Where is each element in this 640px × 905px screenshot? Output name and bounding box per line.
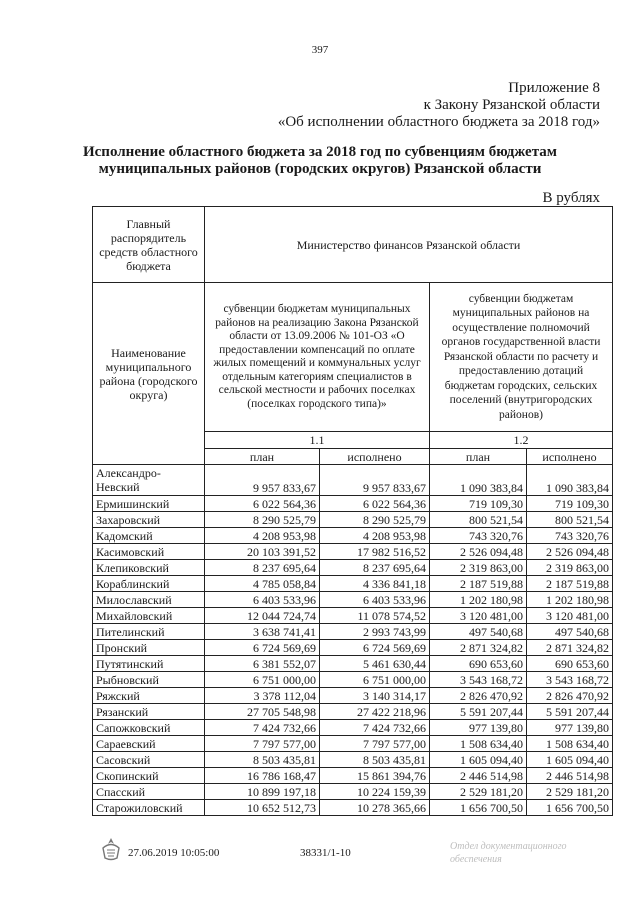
table-row — [93, 768, 613, 784]
document-title-line-2: муниципальных районов (городских округов) Рязанской области — [98, 161, 542, 177]
district-name: Михайловский — [93, 608, 205, 624]
col1-done-value: 8 290 525,79 — [320, 512, 430, 528]
col2-done-value: 2 446 514,98 — [527, 768, 613, 784]
district-name: Касимовский — [93, 544, 205, 560]
col1-done-value: 10 224 159,39 — [320, 784, 430, 800]
district-name: Захаровский — [93, 512, 205, 528]
col1-plan-value: 16 786 168,47 — [205, 768, 320, 784]
col1-plan-value: 27 705 548,98 — [205, 704, 320, 720]
district-name: Ермишинский — [93, 496, 205, 512]
col1-plan-value: 6 751 000,00 — [205, 672, 320, 688]
table-row — [93, 544, 613, 560]
table-row — [93, 512, 613, 528]
table-row — [93, 784, 613, 800]
col1-plan-value: 4 785 058,84 — [205, 576, 320, 592]
appendix-line-1: Приложение 8 — [508, 80, 600, 96]
col2-plan-value: 1 202 180,98 — [430, 592, 527, 608]
col1-plan-value: 9 957 833,67 — [205, 465, 320, 496]
col2-plan-value: 1 605 094,40 — [430, 752, 527, 768]
col1-plan-value: 8 503 435,81 — [205, 752, 320, 768]
col2-done-value: 497 540,68 — [527, 624, 613, 640]
col2-done-value: 1 656 700,50 — [527, 800, 613, 816]
col1-plan-value: 20 103 391,52 — [205, 544, 320, 560]
district-name: Пронский — [93, 640, 205, 656]
col2-done-value: 719 109,30 — [527, 496, 613, 512]
district-name: Александро-Невский — [93, 465, 205, 496]
col2-plan-value: 2 187 519,88 — [430, 576, 527, 592]
col2-done-value: 5 591 207,44 — [527, 704, 613, 720]
col2-done-value: 2 529 181,20 — [527, 784, 613, 800]
col1-done-value: 7 797 577,00 — [320, 736, 430, 752]
col2-plan-value: 2 871 324,82 — [430, 640, 527, 656]
col1-done-value: 4 208 953,98 — [320, 528, 430, 544]
col2-done-value: 743 320,76 — [527, 528, 613, 544]
col1-plan-value: 10 899 197,18 — [205, 784, 320, 800]
district-name: Рыбновский — [93, 672, 205, 688]
table-row — [93, 688, 613, 704]
col1-done-value: 3 140 314,17 — [320, 688, 430, 704]
appendix-line-2: к Закону Рязанской области — [423, 97, 600, 113]
col1-plan-value: 12 044 724,74 — [205, 608, 320, 624]
col2-done-value: 2 526 094,48 — [527, 544, 613, 560]
district-name: Сапожковский — [93, 720, 205, 736]
col2-plan-value: 3 543 168,72 — [430, 672, 527, 688]
district-name: Кадомский — [93, 528, 205, 544]
district-name: Спасский — [93, 784, 205, 800]
col1-done-value: 6 724 569,69 — [320, 640, 430, 656]
col2-done-value: 2 826 470,92 — [527, 688, 613, 704]
col2-plan-value: 2 319 863,00 — [430, 560, 527, 576]
col1-done-value: 8 503 435,81 — [320, 752, 430, 768]
column-1-done-label: исполнено — [320, 449, 430, 465]
column-1-plan-label: план — [205, 449, 320, 465]
col2-done-value: 2 319 863,00 — [527, 560, 613, 576]
col2-done-value: 2 187 519,88 — [527, 576, 613, 592]
col2-plan-value: 1 508 634,40 — [430, 736, 527, 752]
col1-plan-value: 7 797 577,00 — [205, 736, 320, 752]
table-row — [93, 560, 613, 576]
col1-done-value: 6 751 000,00 — [320, 672, 430, 688]
emblem-icon — [98, 836, 124, 862]
table-row — [93, 496, 613, 512]
registration-watermark — [450, 840, 567, 866]
col2-plan-value: 743 320,76 — [430, 528, 527, 544]
col1-plan-value: 6 403 533,96 — [205, 592, 320, 608]
column-1-title: субвенции бюджетам муниципальных районов на реализацию Закона Рязанской области от 13.09.2006 № 101-ОЗ «О предоставлении компенсаций по оплате жилых помещений и коммунальных услуг отдельным категориям специалистов в сельской местности и рабочих поселках (поселках городского типа)» — [205, 283, 430, 432]
column-2-title: субвенции бюджетам муниципальных районов на осуществление полномочий органов государственной власти Рязанской области по расчету и предоставлению дотаций бюджетам городских, сельских поселений (внутригородских районов) — [430, 283, 613, 432]
district-name: Сараевский — [93, 736, 205, 752]
ministry-name: Министерство финансов Рязанской области — [205, 207, 613, 283]
col1-done-value: 2 993 743,99 — [320, 624, 430, 640]
col2-plan-value: 719 109,30 — [430, 496, 527, 512]
col1-done-value: 4 336 841,18 — [320, 576, 430, 592]
footer-document-code: 38331/1-10 — [300, 847, 351, 859]
table-row — [93, 800, 613, 816]
administrator-label: Главный распорядитель средств областного бюджета — [93, 207, 205, 283]
table-row — [93, 576, 613, 592]
col2-plan-value: 5 591 207,44 — [430, 704, 527, 720]
footer-timestamp: 27.06.2019 10:05:00 — [128, 847, 220, 859]
col2-plan-value: 800 521,54 — [430, 512, 527, 528]
table-row — [93, 640, 613, 656]
header-row-administrator — [93, 207, 613, 283]
district-name: Милославский — [93, 592, 205, 608]
col1-done-value: 15 861 394,76 — [320, 768, 430, 784]
col2-done-value: 800 521,54 — [527, 512, 613, 528]
col2-plan-value: 497 540,68 — [430, 624, 527, 640]
district-name: Пителинский — [93, 624, 205, 640]
col2-plan-value: 2 446 514,98 — [430, 768, 527, 784]
document-title-line-1: Исполнение областного бюджета за 2018 год по субвенциям бюджетам — [82, 144, 557, 160]
district-name: Старожиловский — [93, 800, 205, 816]
district-name: Ряжский — [93, 688, 205, 704]
col1-plan-value: 6 724 569,69 — [205, 640, 320, 656]
col2-plan-value: 977 139,80 — [430, 720, 527, 736]
col2-plan-value: 1 090 383,84 — [430, 465, 527, 496]
watermark-line-2: обеспечения — [450, 854, 502, 865]
col1-done-value: 8 237 695,64 — [320, 560, 430, 576]
col2-plan-value: 2 529 181,20 — [430, 784, 527, 800]
col1-done-value: 10 278 365,66 — [320, 800, 430, 816]
table-row — [93, 736, 613, 752]
col1-done-value: 9 957 833,67 — [320, 465, 430, 496]
col1-done-value: 6 022 564,36 — [320, 496, 430, 512]
district-name: Скопинский — [93, 768, 205, 784]
col1-plan-value: 3 378 112,04 — [205, 688, 320, 704]
col2-plan-value: 690 653,60 — [430, 656, 527, 672]
appendix-line-3: «Об исполнении областного бюджета за 2018 год» — [277, 114, 600, 130]
table-row — [93, 608, 613, 624]
column-2-code: 1.2 — [430, 432, 613, 449]
table-row — [93, 528, 613, 544]
col1-plan-value: 6 381 552,07 — [205, 656, 320, 672]
col1-plan-value: 8 237 695,64 — [205, 560, 320, 576]
table-row — [93, 592, 613, 608]
col2-done-value: 2 871 324,82 — [527, 640, 613, 656]
col2-plan-value: 1 656 700,50 — [430, 800, 527, 816]
col2-plan-value: 2 826 470,92 — [430, 688, 527, 704]
col1-plan-value: 6 022 564,36 — [205, 496, 320, 512]
column-2-plan-label: план — [430, 449, 527, 465]
district-name: Путятинский — [93, 656, 205, 672]
header-row-columns — [93, 283, 613, 432]
col2-done-value: 3 543 168,72 — [527, 672, 613, 688]
table-row — [93, 656, 613, 672]
col2-done-value: 977 139,80 — [527, 720, 613, 736]
district-name: Сасовский — [93, 752, 205, 768]
district-name: Кораблинский — [93, 576, 205, 592]
district-label: Наименование муниципального района (городского округа) — [93, 283, 205, 465]
watermark-line-1: Отдел документационного — [450, 841, 567, 852]
col2-done-value: 3 120 481,00 — [527, 608, 613, 624]
col1-done-value: 7 424 732,66 — [320, 720, 430, 736]
table-row — [93, 624, 613, 640]
col1-plan-value: 8 290 525,79 — [205, 512, 320, 528]
table-row — [93, 672, 613, 688]
column-1-code: 1.1 — [205, 432, 430, 449]
col1-done-value: 17 982 516,52 — [320, 544, 430, 560]
col1-plan-value: 3 638 741,41 — [205, 624, 320, 640]
col2-done-value: 1 508 634,40 — [527, 736, 613, 752]
col2-done-value: 1 605 094,40 — [527, 752, 613, 768]
col1-done-value: 5 461 630,44 — [320, 656, 430, 672]
district-name: Клепиковский — [93, 560, 205, 576]
district-name: Рязанский — [93, 704, 205, 720]
col1-plan-value: 7 424 732,66 — [205, 720, 320, 736]
table-row — [93, 720, 613, 736]
col1-plan-value: 10 652 512,73 — [205, 800, 320, 816]
col1-done-value: 27 422 218,96 — [320, 704, 430, 720]
table-row — [93, 752, 613, 768]
col1-plan-value: 4 208 953,98 — [205, 528, 320, 544]
table-row — [93, 465, 613, 496]
col2-done-value: 690 653,60 — [527, 656, 613, 672]
col2-done-value: 1 090 383,84 — [527, 465, 613, 496]
column-2-done-label: исполнено — [527, 449, 613, 465]
col2-plan-value: 3 120 481,00 — [430, 608, 527, 624]
col2-plan-value: 2 526 094,48 — [430, 544, 527, 560]
subventions-table — [92, 206, 613, 816]
col1-done-value: 11 078 574,52 — [320, 608, 430, 624]
col1-done-value: 6 403 533,96 — [320, 592, 430, 608]
col2-done-value: 1 202 180,98 — [527, 592, 613, 608]
page-number: 397 — [311, 44, 329, 56]
table-row — [93, 704, 613, 720]
units-label: В рублях — [542, 190, 600, 206]
